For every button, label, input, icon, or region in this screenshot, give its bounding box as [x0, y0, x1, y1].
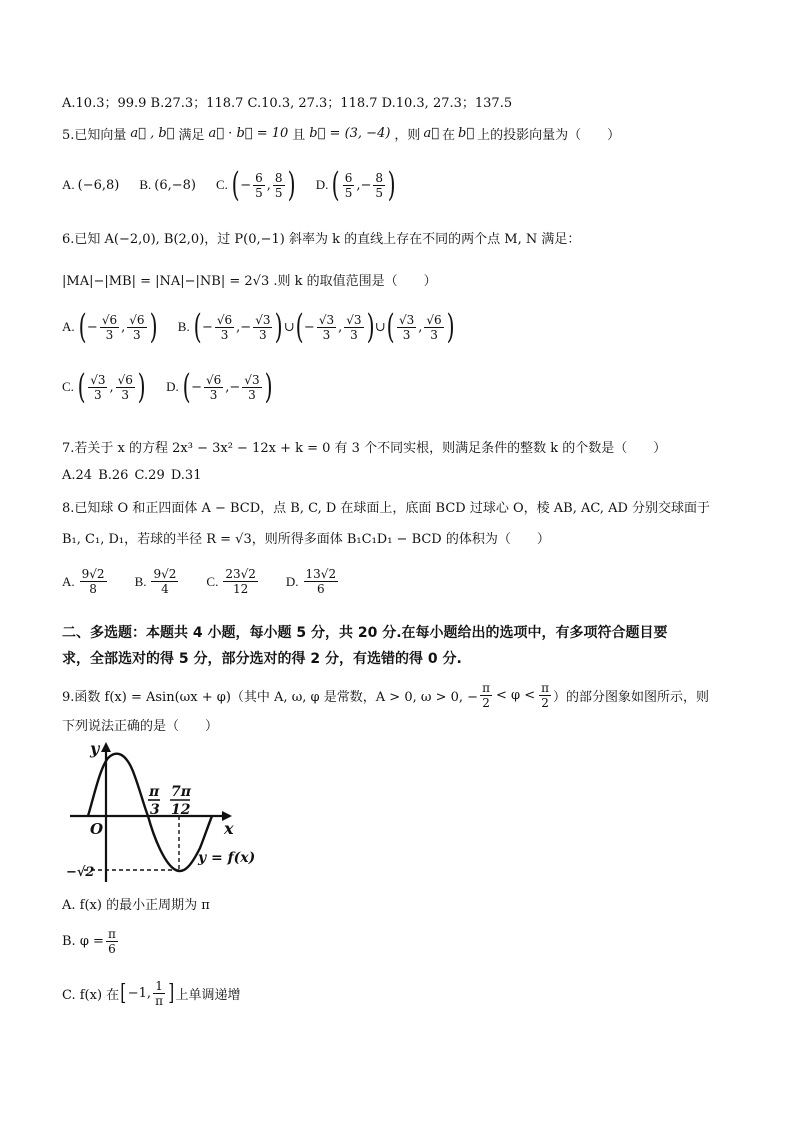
q9-option-b: B. φ = $\frac{\pi}{6}$ [62, 927, 116, 956]
y-axis-arrow-icon [101, 742, 111, 752]
q8-line1: 8.已知球 O 和正四面体 A − BCD，点 B, C, D 在球面上，底面 BCD 过球心 O，棱 AB, AC, AD 分别交球面于 [62, 501, 711, 516]
q8-line2: B₁, C₁, D₁，若球的半径 R = √3，则所得多面体 B₁C₁D₁ − BCD 的体积为（ ） [62, 532, 550, 547]
q5-stem [62, 124, 620, 143]
q5-option-c: C. ( − $\frac{6}{5}$ , $\frac{8}{5}$ ) [216, 165, 296, 205]
tick-7pi12-num: 7π [171, 784, 191, 800]
q8-option-d: D. $\frac{13√2}{6}$ [285, 567, 337, 596]
tick-pi3-den: 3 [150, 802, 160, 818]
q8-options [62, 568, 360, 595]
q5-text-a: 5.已知向量 [62, 128, 127, 143]
origin-label: O [90, 820, 104, 838]
q8-option-a: A. $\frac{9√2}{8}$ [62, 567, 105, 596]
q6-line2: |MA|−|MB| = |NA|−|NB| = 2√3 .则 k 的取值范围是（ ） [62, 274, 437, 289]
section-2-title-cont: 求，全部选对的得 5 分，部分选对的得 2 分，有选错的得 0 分. [62, 651, 462, 667]
q5-text-d: ，则 [394, 128, 421, 143]
q5-option-d: D. ( $\frac{6}{5}$ , − $\frac{8}{5}$ ) [315, 165, 396, 205]
q8-option-b: B. $\frac{9√2}{4}$ [134, 567, 177, 596]
q9-line2: 下列说法正确的是（ ） [62, 719, 219, 734]
y-axis-label: y [90, 739, 100, 758]
q6-option-c: C. ( $\frac{√3}{3}$ , $\frac{√6}{3}$ ) [62, 367, 146, 407]
x-axis-label: x [224, 819, 234, 838]
q6-options-ab [62, 307, 475, 347]
q9-graph [66, 736, 262, 884]
q6-options-cd [62, 367, 293, 407]
q5-text-e: 在 [442, 128, 456, 143]
q5-text-c: 且 [292, 128, 306, 143]
q6-option-a: A. ( − $\frac{√6}{3}$ , $\frac{√6}{3}$ ) [62, 307, 158, 347]
q6-option-d: D. ( − $\frac{√6}{3}$ , − $\frac{√3}{3}$ ) [166, 367, 273, 407]
q5-options [62, 165, 416, 205]
q5-bvec: b⃗ = (3, −4) [309, 126, 391, 141]
q6-line1: 6.已知 A(−2,0), B(2,0)，过 P(0,−1) 斜率为 k 的直线上存在不同的两个点 M, N 满足： [62, 232, 581, 247]
q9-option-c: C. f(x) 在 [ −1, $\frac{1}{\pi}$ ] 上单调递增 [62, 979, 241, 1008]
tick-7pi12-den: 12 [171, 802, 191, 818]
curve-label: y = f(x) [198, 850, 256, 866]
q5-option-a: A. (−6,8) [62, 177, 120, 193]
q5-vectors: a⃗ , b⃗ [130, 126, 175, 141]
q8-option-c: C. $\frac{23√2}{12}$ [206, 567, 256, 596]
q4-options: A.10.3；99.9 B.27.3；118.7 C.10.3, 27.3；118.7 D.10.3, 27.3；137.5 [62, 96, 513, 111]
q7-stem: 7.若关于 x 的方程 2x³ − 3x² − 12x + k = 0 有 3 个不同实根，则满足条件的整数 k 的个数是（ ） [62, 441, 667, 456]
tick-pi3-num: π [149, 784, 160, 800]
q6-option-b: B. ( − $\frac{√6}{3}$ , − $\frac{√3}{3}$ ) ∪ ( − $\frac{√3}{3}$ , $\frac{√3}{3}$ ) ∪ ( $\frac{√3}{3}$ , $\frac{√6}{3}$ ) [177, 307, 455, 347]
q5-text-b: 满足 [178, 128, 205, 143]
q5-dot: a⃗ · b⃗ = 10 [208, 126, 289, 141]
q5-bvec2: b⃗ [458, 126, 475, 141]
q5-text-f: 上的投影向量为（ ） [477, 128, 621, 143]
q9-option-a: A. f(x) 的最小正周期为 π [62, 898, 210, 913]
q5-avec: a⃗ [423, 126, 439, 141]
section-2-title: 二、多选题：本题共 4 小题，每小题 5 分，共 20 分.在每小题给出的选项中，有多项符合题目要 [62, 625, 668, 641]
q7-options: A.24 B.26 C.29 D.31 [62, 468, 202, 483]
q5-option-b: B. (6,−8) [139, 177, 196, 193]
neg-root2-label: −√2 [66, 865, 95, 880]
q9-line1: 9.函数 f(x) = Asin(ωx + φ)（其中 A, ω, φ 是常数，A > 0, ω > 0, − $\frac{\pi}{2}$ < φ < $\frac{\pi}{2}$ ）的部分图象如图所示，则 [62, 681, 710, 710]
